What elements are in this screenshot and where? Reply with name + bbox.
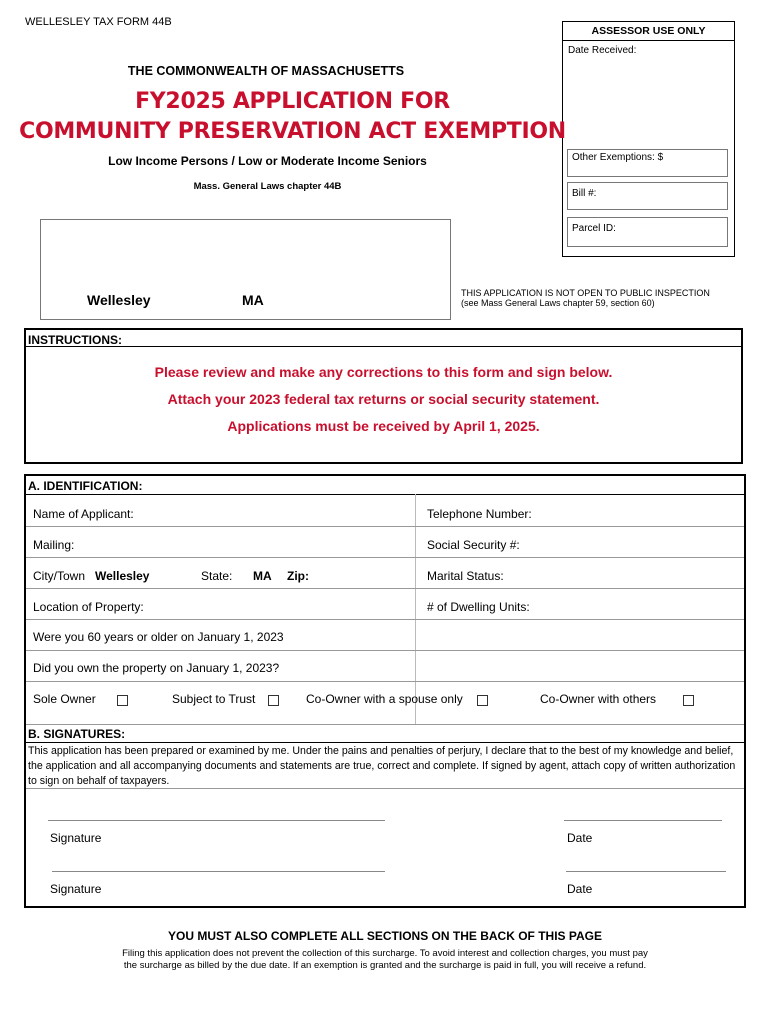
subject-to-trust-checkbox[interactable]: [268, 695, 279, 706]
bill-number-field[interactable]: [567, 182, 728, 210]
divider: [26, 346, 741, 347]
divider: [26, 724, 744, 725]
mailing-field[interactable]: Mailing:: [33, 538, 75, 552]
column-divider: [415, 494, 416, 724]
state-label: State:: [201, 569, 233, 583]
date-line-1[interactable]: [564, 820, 722, 821]
name-of-applicant-field[interactable]: Name of Applicant:: [33, 507, 134, 521]
marital-status-field[interactable]: Marital Status:: [427, 569, 504, 583]
ownership-question: Did you own the property on January 1, 2023?: [33, 661, 280, 675]
parcel-id-field[interactable]: [567, 217, 728, 247]
notice-line1: THIS APPLICATION IS NOT OPEN TO PUBLIC INSPECTION: [461, 288, 710, 298]
form-title-line2: COMMUNITY PRESERVATION ACT EXEMPTION: [19, 119, 566, 144]
sole-owner-checkbox[interactable]: [117, 695, 128, 706]
commonwealth-heading: THE COMMONWEALTH OF MASSACHUSETTS: [127, 64, 405, 78]
instructions-box: [24, 328, 743, 464]
form-title-line1: FY2025 APPLICATION FOR: [135, 89, 450, 114]
city-town-value[interactable]: Wellesley: [95, 569, 150, 583]
co-owner-others-label: Co-Owner with others: [540, 692, 657, 706]
identification-heading: A. IDENTIFICATION:: [28, 479, 143, 493]
signatures-heading: B. SIGNATURES:: [28, 727, 126, 741]
sole-owner-label: Sole Owner: [33, 692, 96, 706]
signature-label-1: Signature: [50, 831, 102, 845]
dwelling-units-field[interactable]: # of Dwelling Units:: [427, 600, 530, 614]
assessor-title: ASSESSOR USE ONLY: [591, 25, 706, 37]
subject-to-trust-label: Subject to Trust: [172, 692, 256, 706]
divider: [26, 494, 744, 495]
social-security-field[interactable]: Social Security #:: [427, 538, 520, 552]
address-state: MA: [242, 292, 264, 308]
location-of-property-field[interactable]: Location of Property:: [33, 600, 144, 614]
city-town-label: City/Town: [33, 569, 86, 583]
divider: [563, 40, 734, 41]
instruction-line2: Attach your 2023 federal tax returns or social security statement.: [167, 391, 600, 407]
address-city: Wellesley: [87, 292, 151, 308]
divider: [26, 650, 744, 651]
parcel-id-label: Parcel ID:: [572, 223, 616, 234]
instruction-line1: Please review and make any corrections to this form and sign below.: [154, 364, 613, 380]
back-page-reminder: YOU MUST ALSO COMPLETE ALL SECTIONS ON THE BACK OF THIS PAGE: [167, 929, 602, 943]
co-owner-others-checkbox[interactable]: [683, 695, 694, 706]
divider: [26, 619, 744, 620]
signature-line-1[interactable]: [48, 820, 385, 821]
surcharge-notice-line1: Filing this application does not prevent the collection of this surcharge. To avoid interest and collection charges, you must pay: [122, 948, 648, 959]
notice-line2: (see Mass General Laws chapter 59, section 60): [461, 298, 655, 308]
divider: [26, 681, 744, 682]
surcharge-notice-line2: the surcharge as billed by the due date. If an exemption is granted and the surcharge is paid in full, you will receive a refund.: [123, 960, 647, 971]
form-subtitle: Low Income Persons / Low or Moderate Income Seniors: [108, 154, 427, 168]
co-owner-spouse-checkbox[interactable]: [477, 695, 488, 706]
instruction-line3: Applications must be received by April 1, 2025.: [227, 418, 540, 434]
date-line-2[interactable]: [566, 871, 726, 872]
signature-line-2[interactable]: [52, 871, 385, 872]
telephone-field[interactable]: Telephone Number:: [427, 507, 532, 521]
law-reference: Mass. General Laws chapter 44B: [193, 181, 342, 192]
divider: [26, 557, 744, 558]
surcharge-notice: [0, 948, 770, 972]
date-label-1: Date: [567, 831, 593, 845]
age-question: Were you 60 years or older on January 1, 2023: [33, 630, 284, 644]
date-label-2: Date: [567, 882, 593, 896]
state-value[interactable]: MA: [253, 569, 272, 583]
public-inspection-notice: [461, 288, 710, 308]
bill-number-label: Bill #:: [572, 188, 597, 199]
date-received-field[interactable]: Date Received:: [568, 45, 637, 56]
signature-label-2: Signature: [50, 882, 102, 896]
instructions-heading: INSTRUCTIONS:: [28, 333, 122, 347]
assessor-use-box: [562, 21, 735, 257]
form-sections: [24, 474, 746, 908]
divider: [26, 588, 744, 589]
zip-field[interactable]: Zip:: [287, 569, 309, 583]
co-owner-spouse-label: Co-Owner with a spouse only: [306, 692, 463, 706]
form-tag: WELLESLEY TAX FORM 44B: [25, 16, 172, 28]
divider: [26, 526, 744, 527]
divider: [26, 742, 744, 743]
attestation-text: This application has been prepared or examined by me. Under the pains and penalties of perjury, I declare that to the best of my knowledge and belief, the application and all accompanying documents and statements are true, correct and complete. If signed by agent, attach copy of written authorization to sign on behalf of taxpayers.: [28, 745, 736, 787]
divider: [26, 788, 744, 789]
other-exemptions-label: Other Exemptions: $: [572, 152, 664, 163]
other-exemptions-field[interactable]: [567, 149, 728, 177]
address-box: [40, 219, 451, 320]
